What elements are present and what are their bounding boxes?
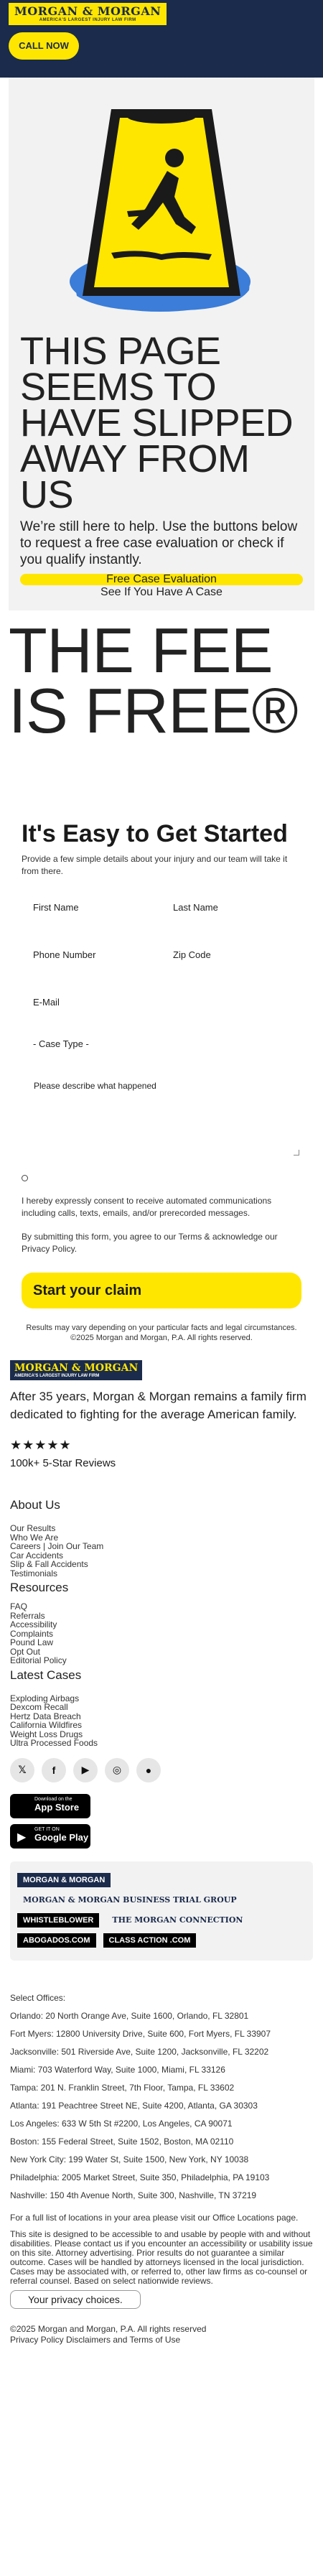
google-play-top-text: GET IT ON [34, 1826, 60, 1832]
footer-logo[interactable] [10, 1360, 142, 1380]
site-footer [0, 1360, 323, 2345]
consent-checkbox[interactable] [22, 1175, 28, 1181]
office-item[interactable]: Jacksonville: 501 Riverside Ave, Suite 1200, Jacksonville, FL 32202 [10, 2046, 269, 2057]
latest-cases-heading: Latest Cases [10, 1668, 82, 1682]
google-play-badge[interactable] [10, 1824, 90, 1849]
x-icon[interactable]: 𝕏 [10, 1758, 34, 1782]
brand-logo[interactable]: THE MORGAN CONNECTION [112, 1915, 243, 1925]
resources-heading: Resources [10, 1581, 69, 1594]
social-links [10, 1758, 313, 1782]
phone-number-field[interactable]: Phone Number [33, 949, 96, 960]
claim-form [0, 820, 323, 1343]
privacy-choices-button[interactable]: Your privacy choices. [10, 2290, 141, 2309]
last-name-field[interactable]: Last Name [173, 902, 218, 913]
office-item[interactable]: Fort Myers: 12800 University Drive, Suite 600, Fort Myers, FL 33907 [10, 2028, 271, 2039]
site-header [0, 0, 323, 78]
email-field[interactable]: E-Mail [33, 997, 60, 1008]
more-icon[interactable]: ● [136, 1758, 161, 1782]
logo-tagline: AMERICA'S LARGEST INJURY LAW FIRM [39, 18, 136, 22]
brand-logo[interactable]: CLASS ACTION .COM [103, 1933, 197, 1948]
office-item[interactable]: Atlanta: 191 Peachtree Street NE, Suite 4200, Atlanta, GA 30303 [10, 2100, 258, 2111]
consent-text: I hereby expressly consent to receive automated communications including calls, texts, emails, and/or prerecorded messages. [22, 1196, 272, 1218]
office-item[interactable]: Boston: 155 Federal Street, Suite 1502, Boston, MA 02110 [10, 2136, 234, 2147]
office-item[interactable]: Orlando: 20 North Orange Ave, Suite 1600, Orlando, FL 32801 [10, 2010, 249, 2021]
hero-description: We’re still here to help. Use the buttons below to request a free case evaluation or check if you qualify instantly. [20, 519, 298, 567]
terms-text: By submitting this form, you agree to our Terms & acknowledge our Privacy Policy. [22, 1232, 278, 1254]
footer-link[interactable]: Complaints [10, 1628, 54, 1639]
fee-is-free-banner: THE FEE IS FREE® [9, 615, 299, 746]
office-item[interactable]: Tampa: 201 N. Franklin Street, 7th Floor, Tampa, FL 33602 [10, 2082, 235, 2093]
brand-logo[interactable]: ABOGADOS.COM [17, 1933, 96, 1948]
results-disclaimer: Results may vary depending on your particular facts and legal circumstances. ©2025 Morgan and Morgan, P.A. All rights reserved. [26, 1324, 297, 1342]
office-item[interactable]: Miami: 703 Waterford Way, Suite 1000, Miami, FL 33126 [10, 2064, 225, 2075]
app-store-badge[interactable] [10, 1794, 90, 1818]
footer-link[interactable]: Pound Law [10, 1637, 54, 1647]
office-list [10, 1994, 313, 2200]
play-store-icon: ▶ [17, 1831, 27, 1843]
youtube-icon[interactable]: ▶ [73, 1758, 98, 1782]
footer-link[interactable]: FAQ [10, 1601, 28, 1612]
start-claim-button[interactable]: Start your claim [22, 1273, 301, 1308]
footer-link[interactable]: Testimonials [10, 1568, 58, 1578]
office-item[interactable]: Philadelphia: 2005 Market Street, Suite 350, Philadelphia, PA 19103 [10, 2172, 270, 2182]
family-brands [10, 1861, 313, 1961]
brand-logo[interactable]: MORGAN & MORGAN [17, 1873, 111, 1887]
footer-link[interactable]: Opt Out [10, 1646, 41, 1657]
reviews-count: 100k+ 5-Star Reviews [10, 1457, 116, 1469]
logo-text: MORGAN & MORGAN [14, 4, 162, 18]
wet-floor-sign-icon [61, 88, 262, 317]
footer-link[interactable]: Careers | Join Our Team [10, 1541, 104, 1551]
footer-link[interactable]: Ultra Processed Foods [10, 1738, 98, 1748]
office-locations-note: For a full list of locations in your area please visit our Office Locations page. [10, 2212, 299, 2223]
footer-link[interactable]: Hertz Data Breach [10, 1711, 81, 1721]
footer-link[interactable]: Slip & Fall Accidents [10, 1559, 88, 1569]
footer-link[interactable]: Car Accidents [10, 1550, 64, 1561]
zip-code-field[interactable]: Zip Code [173, 949, 211, 960]
footer-link[interactable]: Our Results [10, 1523, 56, 1533]
footer-logo-text: MORGAN & MORGAN [14, 1362, 139, 1374]
about-heading: About Us [10, 1498, 60, 1512]
not-found-hero [9, 78, 314, 610]
app-store-top-text: Download on the [34, 1796, 72, 1802]
offices-heading: Select Offices: [10, 1992, 66, 2003]
footer-link[interactable]: Exploding Airbags [10, 1693, 80, 1703]
footer-link[interactable]: Referrals [10, 1610, 45, 1621]
accessibility-notice: This site is designed to be accessible to and usable by people with and without disabilities. Please contact us if you encounter an accessibility or usability issue on this site. Attorney advertising. Prior results do not guarantee a similar outcome. Cases will be handled by attorneys licensed in the local jurisdiction. Cases may be associated with, or referred to, other law firms as co-counsel or referral counsel. Based on select nationwide reviews. [10, 2228, 313, 2286]
resources-links [10, 1602, 313, 1665]
app-store-bottom-text: App Store [34, 1801, 80, 1813]
latest-cases-links [10, 1694, 313, 1748]
office-item[interactable]: New York City: 199 Water St, Suite 1500, New York, NY 10038 [10, 2154, 249, 2165]
free-case-evaluation-button[interactable]: Free Case Evaluation [20, 574, 303, 585]
call-now-button[interactable]: CALL NOW [9, 32, 79, 60]
resize-handle-icon[interactable] [294, 1150, 299, 1156]
describe-placeholder: Please describe what happened [34, 1081, 156, 1091]
about-text: After 35 years, Morgan & Morgan remains a family firm dedicated to fighting for the average American family. [10, 1390, 306, 1421]
footer-link[interactable]: Accessibility [10, 1619, 57, 1629]
rating-stars: ★★★★★ [10, 1438, 72, 1452]
instagram-icon[interactable]: ◎ [105, 1758, 129, 1782]
case-type-select[interactable]: - Case Type - [33, 1038, 89, 1049]
footer-link[interactable]: Weight Loss Drugs [10, 1729, 83, 1739]
copyright: ©2025 Morgan and Morgan, P.A. All rights reserved [10, 2323, 207, 2334]
first-name-field[interactable]: First Name [33, 902, 79, 913]
footer-link[interactable]: Dexcom Recall [10, 1702, 68, 1712]
footer-link[interactable]: California Wildfires [10, 1720, 83, 1730]
morgan-logo[interactable] [9, 3, 167, 25]
brand-logo[interactable]: WHISTLEBLOWER [17, 1913, 99, 1928]
google-play-bottom-text: Google Play [34, 1831, 89, 1843]
office-item[interactable]: Los Angeles: 633 W 5th St #2200, Los Angeles, CA 90071 [10, 2118, 233, 2129]
footer-link[interactable]: Who We Are [10, 1532, 59, 1543]
form-title: It's Easy to Get Started [22, 820, 288, 847]
facebook-icon[interactable]: f [42, 1758, 66, 1782]
form-subtitle: Provide a few simple details about your injury and our team will take it from there. [22, 854, 288, 876]
footer-logo-tagline: AMERICA'S LARGEST INJURY LAW FIRM [14, 1374, 100, 1378]
office-item[interactable]: Nashville: 150 4th Avenue North, Suite 300, Nashville, TN 37219 [10, 2190, 257, 2200]
footer-link[interactable]: Editorial Policy [10, 1655, 67, 1665]
brand-logo[interactable]: MORGAN & MORGAN BUSINESS TRIAL GROUP [23, 1894, 237, 1905]
see-if-you-have-a-case-link[interactable]: See If You Have A Case [100, 586, 223, 598]
page-title: THIS PAGE SEEMS TO HAVE SLIPPED AWAY FROM US [20, 330, 294, 516]
about-links [10, 1524, 313, 1578]
policy-links[interactable]: Privacy Policy Disclaimers and Terms of Use [10, 2334, 181, 2345]
describe-textarea[interactable] [22, 1080, 301, 1159]
